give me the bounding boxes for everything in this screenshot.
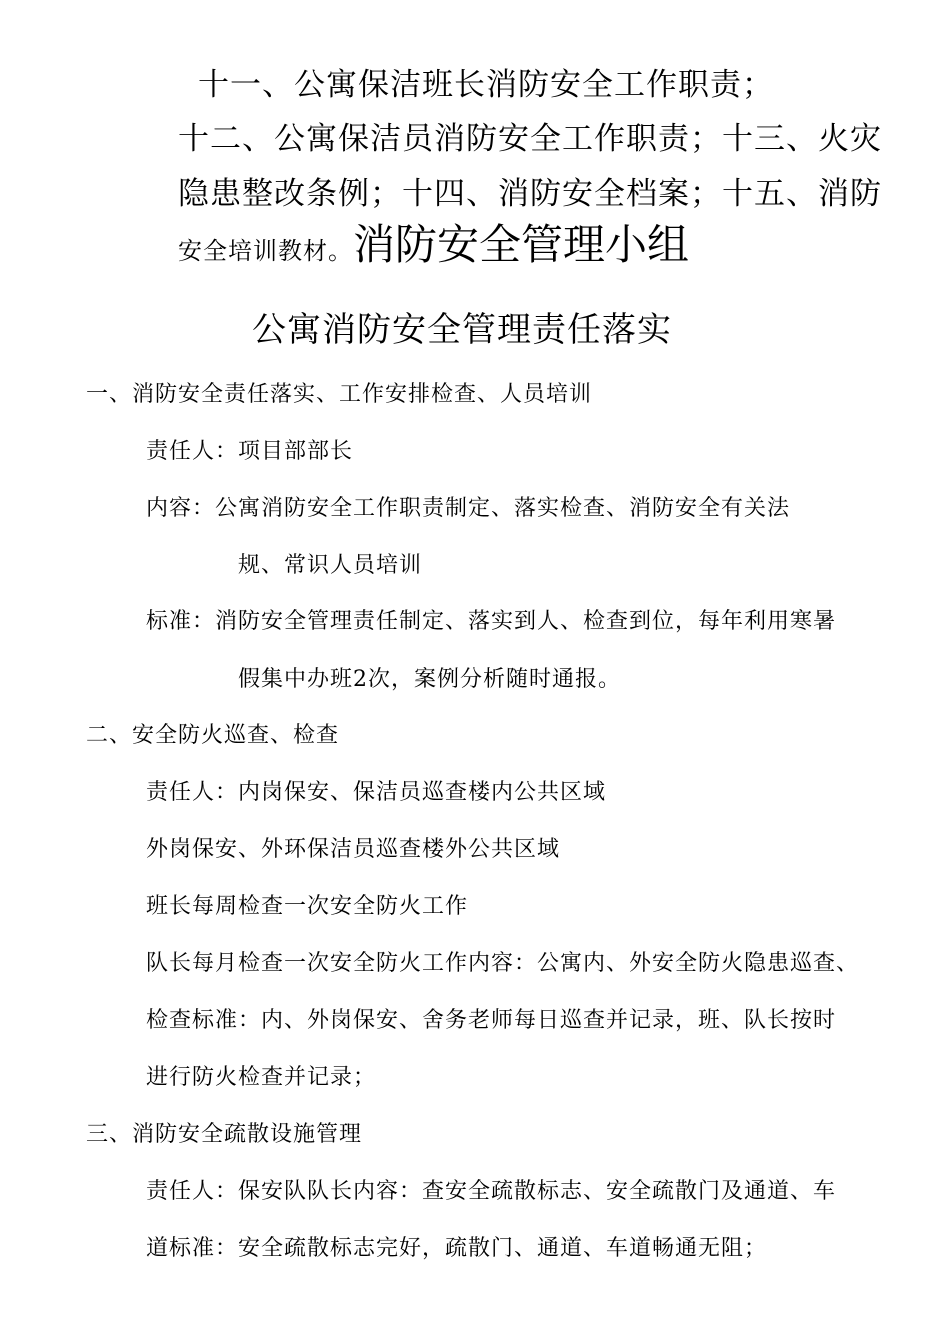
section-1-line: 内容：公寓消防安全工作职责制定、落实检查、消防安全有关法	[146, 496, 791, 521]
section-2-line: 外岗保安、外环保洁员巡查楼外公共区域	[146, 837, 561, 862]
intro-line-4-prefix: 安全培训教材。	[178, 237, 353, 265]
section-2-line: 进行防火检查并记录；	[146, 1065, 377, 1090]
section-1-heading: 一、消防安全责任落实、工作安排检查、人员培训	[86, 382, 593, 407]
intro-line-1: 十一、公寓保洁班长消防安全工作职责；	[198, 67, 774, 103]
section-2-line: 队长每月检查一次安全防火工作内容：公寓内、外安全防火隐患巡查、	[146, 951, 860, 976]
section-1-line: 责任人：项目部部长	[146, 439, 354, 464]
section-1-line: 标准：消防安全管理责任制定、落实到人、检查到位，每年利用寒暑	[146, 609, 837, 634]
section-3-heading: 三、消防安全疏散设施管理	[86, 1122, 363, 1147]
intro-line-4	[178, 220, 690, 269]
section-2-line: 检查标准：内、外岗保安、舍务老师每日巡查并记录，班、队长按时	[146, 1008, 837, 1033]
section-3-line: 道标准：安全疏散标志完好，疏散门、通道、车道畅通无阻；	[146, 1236, 768, 1261]
intro-line-2: 十二、公寓保洁员消防安全工作职责；十三、火灾	[178, 121, 882, 157]
section-1-line: 假集中办班2次，案例分析随时通报。	[238, 667, 621, 692]
section-1-line: 规、常识人员培训	[238, 553, 423, 578]
section-2-heading: 二、安全防火巡查、检查	[86, 723, 340, 748]
management-group-heading: 消防安全管理小组	[353, 220, 690, 269]
section-2-line: 班长每周检查一次安全防火工作	[146, 894, 469, 919]
main-title: 公寓消防安全管理责任落实	[252, 310, 672, 350]
section-2-line: 责任人：内岗保安、保洁员巡查楼内公共区域	[146, 780, 607, 805]
section-3-line: 责任人：保安队队长内容：查安全疏散标志、安全疏散门及通道、车	[146, 1179, 837, 1204]
intro-line-3: 隐患整改条例；十四、消防安全档案；十五、消防	[178, 176, 882, 212]
